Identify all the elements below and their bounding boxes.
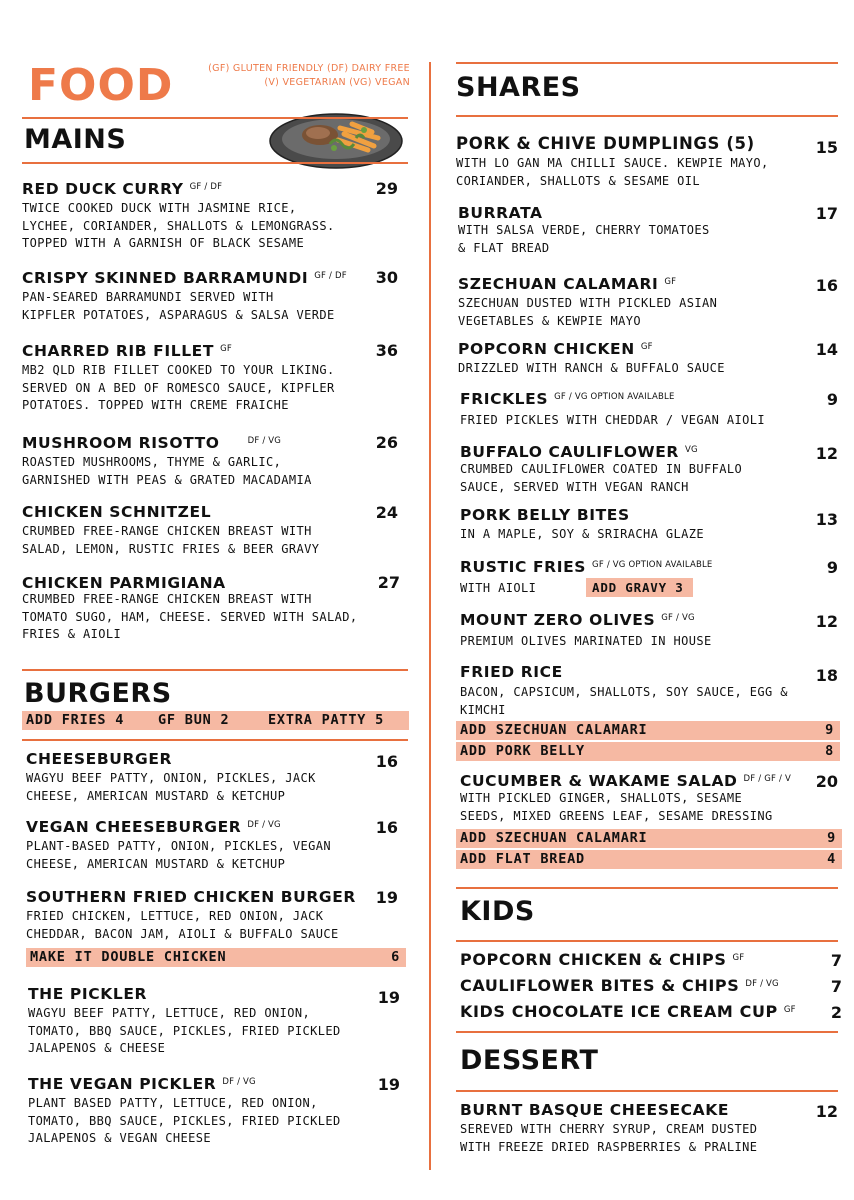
item-price: 36 bbox=[375, 341, 398, 360]
menu-item bbox=[458, 340, 836, 378]
item-price: 16 bbox=[375, 818, 398, 837]
menu-item bbox=[458, 204, 836, 257]
item-price: 12 bbox=[815, 612, 838, 631]
item-price: 24 bbox=[375, 503, 398, 522]
item-price: 9 bbox=[826, 558, 838, 577]
item-desc-line: PAN-SEARED BARRAMUNDI SERVED WITH bbox=[22, 290, 274, 304]
item-desc-line: FRIES & AIOLI bbox=[22, 627, 122, 642]
diet-tag: DF / VG bbox=[247, 820, 281, 830]
item-name: KIDS CHOCOLATE ICE CREAM CUP bbox=[460, 1002, 778, 1021]
item-desc-line: BACON, CAPSICUM, SHALLOTS, SOY SAUCE, EGG & bbox=[460, 685, 788, 699]
section-rule bbox=[456, 940, 838, 942]
menu-item bbox=[460, 611, 836, 651]
menu-item bbox=[22, 269, 410, 324]
item-name: CRISPY SKINNED BARRAMUNDI bbox=[22, 269, 309, 287]
item-name: PORK BELLY BITES bbox=[460, 506, 630, 524]
item-desc-line: LYCHEE, CORIANDER, SHALLOTS & LEMONGRASS. bbox=[22, 218, 335, 233]
item-desc-line: GARNISHED WITH PEAS & GRATED MACADAMIA bbox=[22, 472, 312, 487]
diet-tag: GF bbox=[640, 342, 653, 352]
item-name: RED DUCK CURRY bbox=[22, 180, 184, 198]
menu-item bbox=[22, 342, 410, 415]
section-rule bbox=[22, 669, 408, 671]
item-price: 12 bbox=[815, 1102, 838, 1121]
item-price: 13 bbox=[815, 510, 838, 529]
item-desc-line: WITH LO GAN MA CHILLI SAUCE. KEWPIE MAYO, bbox=[456, 156, 769, 170]
item-name: THE PICKLER bbox=[28, 985, 148, 1003]
item-desc-line: WAGYU BEEF PATTY, LETTUCE, RED ONION, bbox=[28, 1006, 311, 1020]
item-desc-line: ROASTED MUSHROOMS, THYME & GARLIC, bbox=[22, 455, 282, 469]
diet-tag: GF / VG OPTION AVAILABLE bbox=[554, 392, 675, 402]
item-name: BURNT BASQUE CHEESECAKE bbox=[460, 1101, 730, 1119]
item-name: CHICKEN SCHNITZEL bbox=[22, 503, 212, 521]
section-title-shares: SHARES bbox=[456, 72, 581, 103]
item-name: SOUTHERN FRIED CHICKEN BURGER bbox=[26, 888, 356, 906]
menu-item bbox=[22, 574, 410, 644]
diet-tag: DF / GF / V bbox=[743, 774, 791, 784]
item-desc-line: JALAPENOS & VEGAN CHEESE bbox=[28, 1131, 211, 1146]
item-desc-line: TOMATO, BBQ SAUCE, PICKLES, FRIED PICKLED bbox=[28, 1023, 341, 1038]
item-price: 16 bbox=[815, 276, 838, 295]
addon-flat-bread bbox=[456, 850, 842, 869]
menu-item bbox=[26, 750, 410, 805]
item-name: SZECHUAN CALAMARI bbox=[458, 275, 659, 293]
item-name: CHEESEBURGER bbox=[26, 750, 173, 768]
menu-item bbox=[460, 772, 836, 825]
item-desc-line: WITH SALSA VERDE, CHERRY TOMATOES bbox=[458, 223, 710, 237]
menu-item bbox=[460, 1101, 836, 1156]
menu-item bbox=[28, 985, 410, 1058]
menu-item bbox=[26, 818, 410, 873]
diet-tag: DF / VG bbox=[222, 1077, 256, 1087]
item-price: 19 bbox=[377, 988, 400, 1007]
menu-item bbox=[458, 275, 836, 330]
item-desc-line: CRUMBED FREE-RANGE CHICKEN BREAST WITH bbox=[22, 524, 312, 538]
item-desc-line: SAUCE, SERVED WITH VEGAN RANCH bbox=[460, 479, 689, 494]
dietary-legend bbox=[208, 62, 410, 90]
item-name: FRICKLES bbox=[460, 390, 549, 408]
item-desc-line: CRUMBED CAULIFLOWER COATED IN BUFFALO bbox=[460, 462, 743, 476]
section-rule bbox=[22, 162, 408, 164]
addon-label: ADD PORK BELLY bbox=[460, 743, 585, 759]
item-name: POPCORN CHICKEN & CHIPS bbox=[460, 950, 727, 969]
item-desc-line: SEEDS, MIXED GREENS LEAF, SESAME DRESSING bbox=[460, 808, 773, 823]
extra-gf-bun: GF BUN 2 bbox=[158, 712, 230, 728]
section-rule bbox=[456, 1090, 838, 1092]
item-desc-line: CHEDDAR, BACON JAM, AIOLI & BUFFALO SAUCE bbox=[26, 926, 339, 941]
extra-patty: EXTRA PATTY 5 bbox=[268, 712, 385, 728]
menu-item bbox=[22, 180, 410, 253]
addon-szechuan-calamari bbox=[456, 829, 842, 848]
item-desc-line: MB2 QLD RIB FILLET COOKED TO YOUR LIKING. bbox=[22, 363, 335, 377]
diet-tag: GF / VG OPTION AVAILABLE bbox=[592, 560, 713, 570]
item-name: MUSHROOM RISOTTO bbox=[22, 434, 220, 452]
section-rule bbox=[456, 62, 838, 64]
item-name: BURRATA bbox=[458, 204, 543, 222]
item-price: 17 bbox=[815, 204, 838, 223]
item-desc-line: WITH AIOLI bbox=[460, 581, 537, 595]
menu-item bbox=[460, 443, 836, 496]
menu-item bbox=[26, 888, 410, 943]
addon-price: 9 bbox=[827, 830, 836, 846]
diet-tag: GF bbox=[220, 344, 232, 354]
addon-label: ADD SZECHUAN CALAMARI bbox=[460, 722, 648, 738]
item-desc-line: WITH PICKLED GINGER, SHALLOTS, SESAME bbox=[460, 791, 743, 805]
item-price: 20 bbox=[815, 772, 838, 791]
addon-label: ADD SZECHUAN CALAMARI bbox=[460, 830, 648, 846]
item-price: 30 bbox=[375, 268, 398, 287]
diet-tag: GF bbox=[783, 1005, 796, 1015]
item-name: VEGAN CHEESEBURGER bbox=[26, 818, 242, 836]
item-price: 26 bbox=[375, 433, 398, 452]
menu-item bbox=[460, 1002, 836, 1021]
addon-pork-belly bbox=[456, 742, 840, 761]
addon-label: MAKE IT DOUBLE CHICKEN bbox=[30, 949, 227, 965]
item-desc-line: PLANT-BASED PATTY, ONION, PICKLES, VEGAN bbox=[26, 839, 331, 853]
item-name: CAULIFLOWER BITES & CHIPS bbox=[460, 976, 740, 995]
menu-item bbox=[22, 503, 410, 558]
item-price: 19 bbox=[377, 1075, 400, 1094]
item-desc-line: TWICE COOKED DUCK WITH JASMINE RICE, bbox=[22, 201, 297, 215]
item-name: CHICKEN PARMIGIANA bbox=[22, 574, 226, 592]
item-price: 16 bbox=[375, 752, 398, 771]
item-desc-line: JALAPENOS & CHEESE bbox=[28, 1041, 166, 1056]
addon-double-chicken bbox=[26, 948, 406, 967]
item-price: 14 bbox=[815, 340, 838, 359]
legend-line: (GF) GLUTEN FRIENDLY (DF) DAIRY FREE bbox=[208, 63, 410, 74]
item-desc-line: KIMCHI bbox=[460, 702, 506, 717]
item-price: 29 bbox=[375, 179, 398, 198]
item-price: 2 bbox=[830, 1003, 842, 1022]
section-rule bbox=[456, 887, 838, 889]
column-divider bbox=[429, 62, 431, 1170]
menu-item bbox=[28, 1075, 410, 1148]
item-name: POPCORN CHICKEN bbox=[458, 340, 635, 358]
item-name: BUFFALO CAULIFLOWER bbox=[460, 443, 679, 461]
addon-price: 9 bbox=[825, 722, 834, 738]
item-price: 7 bbox=[830, 951, 842, 970]
item-price: 7 bbox=[830, 977, 842, 996]
diet-tag: DF / VG bbox=[247, 436, 282, 446]
item-desc-line: TOMATO, BBQ SAUCE, PICKLES, FRIED PICKLED bbox=[28, 1113, 341, 1128]
diet-tag: GF / VG bbox=[661, 613, 695, 623]
addon-price: 8 bbox=[825, 743, 834, 759]
item-desc-line: SEREVED WITH CHERRY SYRUP, CREAM DUSTED bbox=[460, 1122, 758, 1136]
addon-label: ADD FLAT BREAD bbox=[460, 851, 585, 867]
section-rule bbox=[456, 1031, 838, 1033]
menu-item bbox=[460, 976, 836, 995]
item-name: CUCUMBER & WAKAME SALAD bbox=[460, 772, 738, 790]
menu-item bbox=[460, 506, 836, 544]
item-desc-line: CRUMBED FREE-RANGE CHICKEN BREAST WITH bbox=[22, 592, 312, 606]
item-desc-line: WAGYU BEEF PATTY, ONION, PICKLES, JACK bbox=[26, 771, 316, 785]
item-desc-line: VEGETABLES & KEWPIE MAYO bbox=[458, 313, 641, 328]
diet-tag: VG bbox=[684, 445, 698, 455]
addon-price: 6 bbox=[391, 949, 400, 965]
item-desc-line: SERVED ON A BED OF ROMESCO SAUCE, KIPFLER bbox=[22, 380, 335, 395]
item-desc-line: FRIED CHICKEN, LETTUCE, RED ONION, JACK bbox=[26, 909, 324, 923]
item-price: 19 bbox=[375, 888, 398, 907]
section-rule bbox=[456, 115, 838, 117]
diet-tag: GF / DF bbox=[189, 182, 223, 192]
item-name: PORK & CHIVE DUMPLINGS (5) bbox=[456, 134, 755, 153]
item-desc-line: POTATOES. TOPPED WITH CREME FRAICHE bbox=[22, 398, 289, 413]
item-desc-line: CHEESE, AMERICAN MUSTARD & KETCHUP bbox=[26, 856, 286, 871]
page-title: FOOD bbox=[28, 60, 174, 111]
item-price: 12 bbox=[815, 444, 838, 463]
item-name: THE VEGAN PICKLER bbox=[28, 1075, 217, 1093]
menu-item bbox=[456, 134, 836, 190]
item-price: 9 bbox=[826, 390, 838, 409]
item-price: 18 bbox=[815, 666, 838, 685]
menu-item bbox=[460, 950, 836, 969]
menu-item bbox=[460, 390, 836, 430]
item-name: CHARRED RIB FILLET bbox=[22, 342, 215, 360]
item-desc-line: DRIZZLED WITH RANCH & BUFFALO SAUCE bbox=[458, 361, 725, 375]
item-desc-line: PLANT BASED PATTY, LETTUCE, RED ONION, bbox=[28, 1096, 318, 1110]
diet-tag: GF bbox=[664, 277, 677, 287]
legend-line: (V) VEGETARIAN (VG) VEGAN bbox=[264, 77, 410, 88]
diet-tag: DF / VG bbox=[745, 979, 779, 989]
item-desc-line: TOPPED WITH A GARNISH OF BLACK SESAME bbox=[22, 236, 305, 251]
section-title-burgers: BURGERS bbox=[24, 678, 172, 709]
item-price: 15 bbox=[815, 138, 838, 157]
addon-gravy: ADD GRAVY 3 bbox=[586, 578, 693, 597]
addon-price: 4 bbox=[827, 851, 836, 867]
item-desc-line: SZECHUAN DUSTED WITH PICKLED ASIAN bbox=[458, 296, 718, 310]
item-name: RUSTIC FRIES bbox=[460, 558, 587, 576]
item-desc-line: KIPFLER POTATOES, ASPARAGUS & SALSA VERDE bbox=[22, 307, 335, 322]
menu-item bbox=[22, 434, 410, 489]
item-desc-line: PREMIUM OLIVES MARINATED IN HOUSE bbox=[460, 634, 712, 648]
item-name: FRIED RICE bbox=[460, 663, 563, 681]
diet-tag: GF bbox=[732, 953, 745, 963]
section-rule bbox=[22, 117, 408, 119]
item-desc-line: WITH FREEZE DRIED RASPBERRIES & PRALINE bbox=[460, 1139, 758, 1154]
extra-fries: ADD FRIES 4 bbox=[26, 712, 125, 728]
item-price: 27 bbox=[377, 573, 400, 592]
item-name: MOUNT ZERO OLIVES bbox=[460, 611, 656, 629]
addon-szechuan-calamari bbox=[456, 721, 840, 740]
item-desc-line: & FLAT BREAD bbox=[458, 240, 550, 255]
item-desc-line: FRIED PICKLES WITH CHEDDAR / VEGAN AIOLI bbox=[460, 413, 765, 427]
section-title-kids: KIDS bbox=[460, 896, 535, 927]
item-desc-line: CORIANDER, SHALLOTS & SESAME OIL bbox=[456, 173, 700, 188]
section-title-mains: MAINS bbox=[24, 124, 127, 155]
item-desc-line: TOMATO SUGO, HAM, CHEESE. SERVED WITH SALAD, bbox=[22, 609, 358, 624]
section-title-dessert: DESSERT bbox=[460, 1045, 599, 1076]
menu-item bbox=[460, 663, 836, 719]
item-desc-line: CHEESE, AMERICAN MUSTARD & KETCHUP bbox=[26, 788, 286, 803]
section-rule bbox=[22, 739, 408, 741]
burger-extras-bar bbox=[22, 711, 409, 730]
item-desc-line: IN A MAPLE, SOY & SRIRACHA GLAZE bbox=[460, 527, 704, 541]
item-desc-line: SALAD, LEMON, RUSTIC FRIES & BEER GRAVY bbox=[22, 541, 320, 556]
diet-tag: GF / DF bbox=[314, 271, 347, 281]
